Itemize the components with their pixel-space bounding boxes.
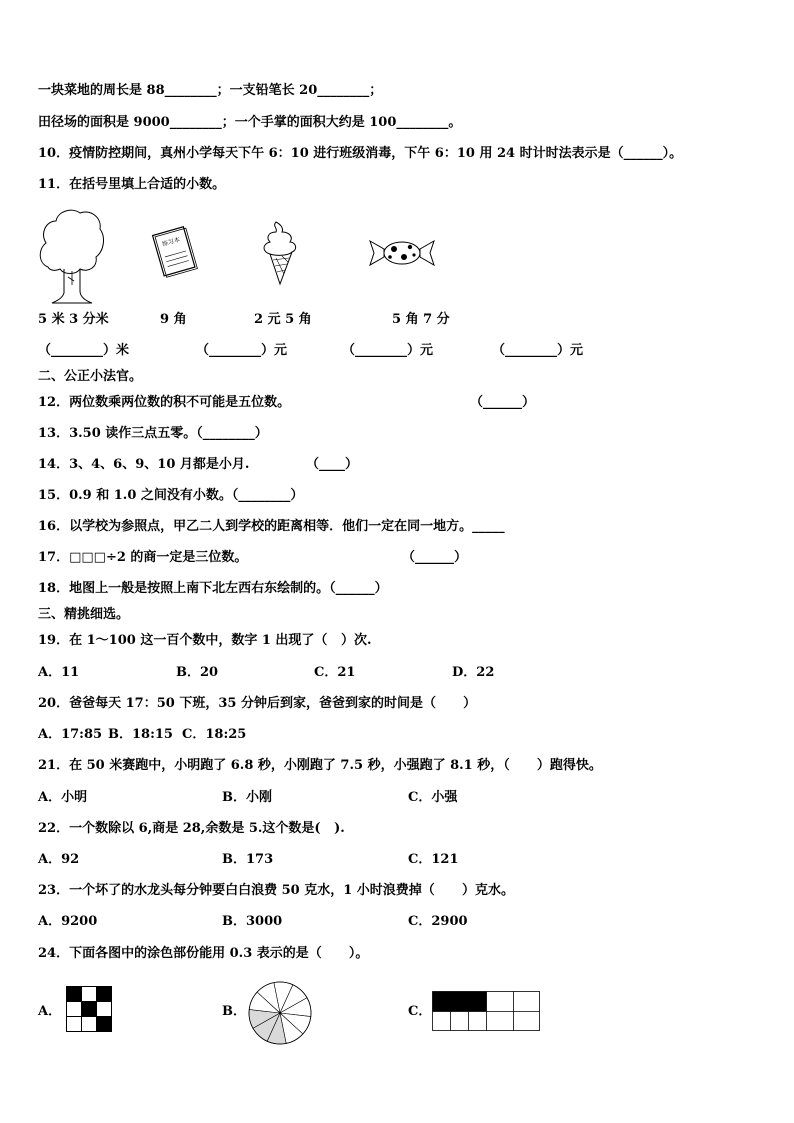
q12-answer-blank[interactable]: （______） xyxy=(470,395,536,410)
q24-grid-figure-a xyxy=(66,986,112,1032)
q24-option-c[interactable]: C． xyxy=(408,1004,432,1019)
line-vegetable-plot: 一块菜地的周长是 88________；一支铅笔长 20________； xyxy=(38,83,383,98)
q11-blank-candy[interactable]: （________）元 xyxy=(492,343,584,358)
question-21: 21．在 50 米赛跑中，小明跑了 6.8 秒，小刚跑了 7.5 秒，小强跑了 8.1 秒，（ ）跑得快。 xyxy=(38,758,602,773)
svg-text:练习本: 练习本 xyxy=(161,236,181,249)
q22-option-b[interactable]: B．173 xyxy=(222,852,274,867)
q11-label-ice-cream: 2 元 5 角 xyxy=(254,312,312,327)
q23-option-c[interactable]: C．2900 xyxy=(408,914,468,929)
q24-rect-figure-c xyxy=(432,991,540,1031)
question-13: 13．3.50 读作三点五零。（________） xyxy=(38,426,268,441)
question-18: 18．地图上一般是按照上南下北左西右东绘制的。（______） xyxy=(38,581,388,596)
line-track-field: 田径场的面积是 9000________；一个手掌的面积大约是 100________。 xyxy=(38,115,462,130)
question-12: 12．两位数乘两位数的积不可能是五位数。 xyxy=(38,395,291,410)
q11-blank-notebook[interactable]: （________）元 xyxy=(196,343,288,358)
question-24: 24．下面各图中的涂色部份能用 0.3 表示的是（ ）。 xyxy=(38,946,369,961)
question-14: 14．3、4、6、9、10 月都是小月. xyxy=(38,457,250,472)
tree-icon xyxy=(38,205,106,305)
q22-option-a[interactable]: A．92 xyxy=(38,852,80,867)
q19-option-c[interactable]: C．21 xyxy=(314,665,356,680)
q20-option-c[interactable]: C．18:25 xyxy=(182,727,247,742)
q14-answer-blank[interactable]: （____） xyxy=(306,457,359,472)
question-10: 10．疫情防控期间，真州小学每天下午 6：10 进行班级消毒，下午 6：10 用 24 时计时法表示是（______）。 xyxy=(38,146,683,161)
q24-circle-figure-b xyxy=(248,981,312,1045)
q11-label-tree: 5 米 3 分米 xyxy=(38,312,109,327)
q11-label-notebook: 9 角 xyxy=(160,312,187,327)
q23-option-b[interactable]: B．3000 xyxy=(222,914,283,929)
question-11: 11．在括号里填上合适的小数。 xyxy=(38,177,226,192)
q11-blank-ice-cream[interactable]: （________）元 xyxy=(342,343,434,358)
q20-option-b[interactable]: B．18:15 xyxy=(108,727,173,742)
q24-option-a[interactable]: A． xyxy=(38,1004,62,1019)
q21-option-c[interactable]: C．小强 xyxy=(408,790,458,805)
q21-option-b[interactable]: B．小刚 xyxy=(222,790,272,805)
notebook-icon xyxy=(152,226,198,278)
question-23: 23．一个坏了的水龙头每分钟要白白浪费 50 克水，1 小时浪费掉（ ）克水。 xyxy=(38,883,514,898)
q24-option-b[interactable]: B． xyxy=(222,1004,246,1019)
q23-option-a[interactable]: A．9200 xyxy=(38,914,98,929)
q11-blank-tree[interactable]: （________）米 xyxy=(38,343,130,358)
q11-label-candy: 5 角 7 分 xyxy=(392,312,450,327)
question-17: 17．□□□÷2 的商一定是三位数。 xyxy=(38,550,248,565)
question-19: 19．在 1～100 这一百个数中，数字 1 出现了（ ）次. xyxy=(38,633,372,648)
q22-option-c[interactable]: C．121 xyxy=(408,852,459,867)
question-20: 20．爸爸每天 17：50 下班，35 分钟后到家，爸爸到家的时间是（ ） xyxy=(38,696,477,711)
candy-icon xyxy=(366,237,438,267)
q20-option-a[interactable]: A．17:85 xyxy=(38,727,103,742)
ice-cream-icon xyxy=(258,218,302,288)
question-22: 22．一个数除以 6,商是 28,余数是 5.这个数是( ). xyxy=(38,821,345,836)
question-16: 16．以学校为参照点，甲乙二人到学校的距离相等．他们一定在同一地方。_____ xyxy=(38,519,505,534)
q17-answer-blank[interactable]: （______） xyxy=(402,550,468,565)
question-15: 15．0.9 和 1.0 之间没有小数。（________） xyxy=(38,488,304,503)
section-3-heading: 三、精挑细选。 xyxy=(38,607,130,622)
q21-option-a[interactable]: A．小明 xyxy=(38,790,88,805)
q19-option-a[interactable]: A．11 xyxy=(38,665,80,680)
section-2-heading: 二、公正小法官。 xyxy=(38,369,143,384)
q19-option-d[interactable]: D．22 xyxy=(452,665,495,680)
q19-option-b[interactable]: B．20 xyxy=(176,665,219,680)
